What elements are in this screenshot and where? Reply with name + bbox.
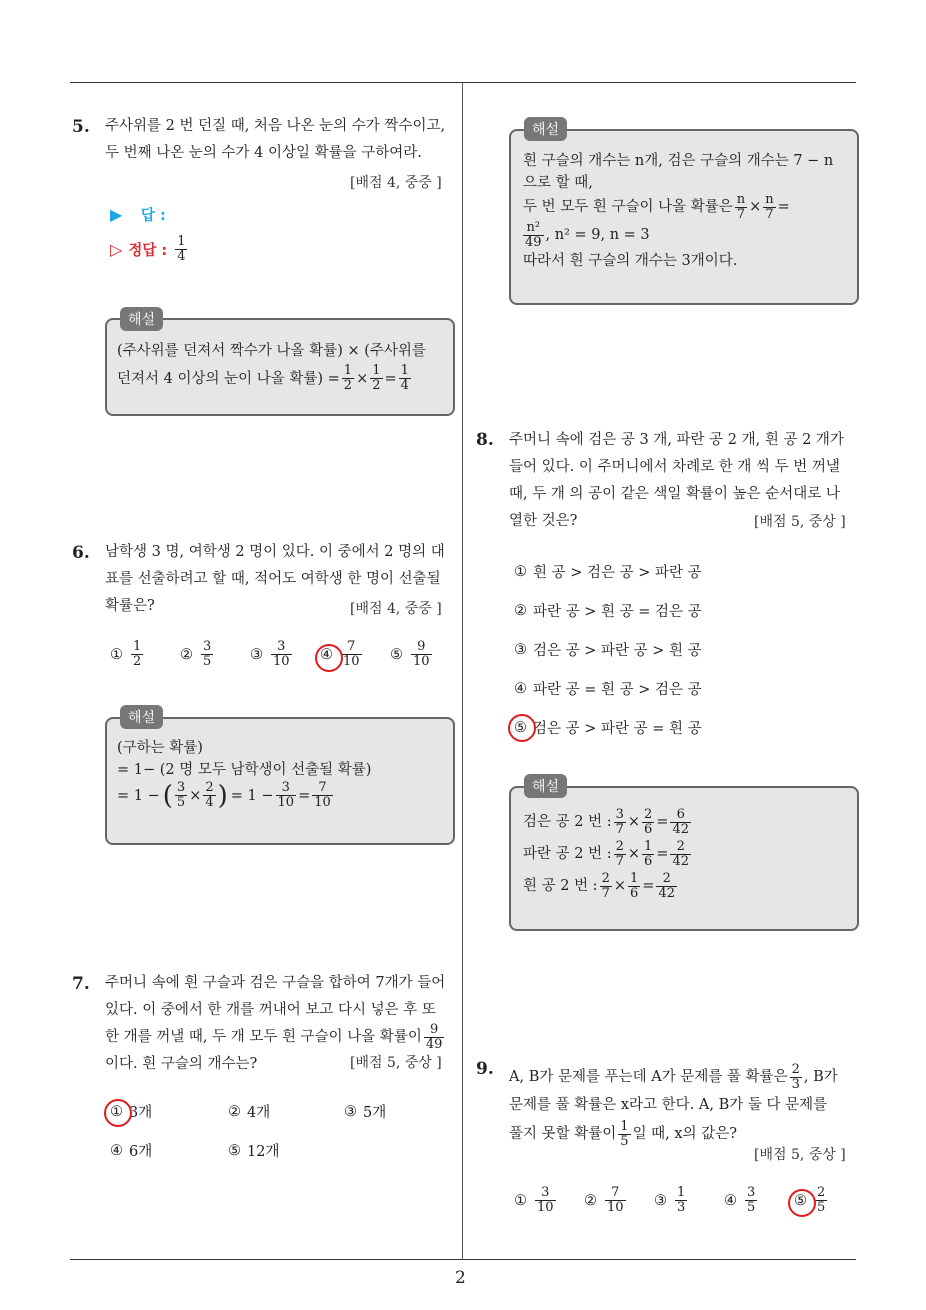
- question-number: 8.: [476, 430, 494, 450]
- correct-label: 정답 :: [128, 243, 168, 259]
- fraction: $\frac{2}{7}$: [601, 870, 610, 901]
- correct-fraction: $\frac{1}{4}$: [177, 234, 186, 264]
- option-5[interactable]: ⑤ 12개: [228, 1142, 280, 1160]
- fraction: $\frac{1}{5}$: [620, 1118, 629, 1149]
- page-number: 2: [455, 1268, 466, 1288]
- fraction: $\frac{2}{42}$: [658, 870, 675, 901]
- fraction: $\frac{2}{6}$: [644, 806, 653, 837]
- option-2[interactable]: ② 4개: [228, 1103, 271, 1121]
- solution-line: $\frac{\text{n²}}{49}$ , n² = 9, n = 3: [525, 219, 650, 250]
- question-line: 두 번째 나온 눈의 수가 4 이상일 확률을 구하여라.: [105, 145, 422, 161]
- solution-text: [523, 150, 853, 272]
- option-5[interactable]: ⑤ 검은 공 > 파란 공 = 흰 공: [514, 719, 702, 737]
- solution-tag: 해설: [524, 774, 567, 798]
- solution-line: 흰 구슬의 개수는 n개, 검은 구슬의 개수는 7 − n: [523, 153, 834, 169]
- question-line: 열한 것은?: [509, 513, 578, 529]
- question-number: 7.: [72, 974, 90, 994]
- selected-answer-circle: [315, 644, 343, 672]
- question-text: [509, 1062, 859, 1149]
- question-line: 표를 선출하려고 할 때, 적어도 여학생 한 명이 선출될: [105, 571, 441, 587]
- question-line: 문제를 풀 확률은 x라고 한다. A, B가 둘 다 문제를: [509, 1097, 828, 1113]
- solution-tag: 해설: [120, 705, 163, 729]
- solution-line: 으로 할 때,: [523, 175, 593, 191]
- question-line: 때, 두 개 의 공이 같은 색일 확률이 높은 순서대로 나: [509, 486, 840, 502]
- solution-line: 검은 공 2 번 : $\frac{3}{7}$ × $\frac{2}{6}$ = $\frac{6}{42}$: [523, 806, 689, 837]
- fraction: $\frac{3}{5}$: [176, 780, 186, 810]
- question-line: 주머니 속에 검은 공 3 개, 파란 공 2 개, 흰 공 2 개가: [509, 432, 844, 448]
- question-line: 주머니 속에 흰 구슬과 검은 구슬을 합하여 7개가 들어: [105, 975, 446, 991]
- solution-line: 두 번 모두 흰 구슬이 나올 확률은 $\frac{n}{7}$ × $\frac{n}{7}$ =: [523, 191, 790, 222]
- selected-answer-circle: [104, 1099, 132, 1127]
- fraction: $\frac{n}{7}$: [765, 191, 774, 222]
- fraction: $\frac{n}{7}$: [736, 191, 746, 222]
- question-line: 들어 있다. 이 주머니에서 차례로 한 개 씩 두 번 꺼낼: [509, 459, 840, 475]
- option-3[interactable]: ③ 5개: [344, 1103, 387, 1121]
- points-label: [배점 4, 중중 ]: [350, 601, 442, 617]
- fraction: $\frac{1}{6}$: [630, 870, 639, 901]
- option-5[interactable]: ⑤ $\frac{2}{5}$: [794, 1185, 826, 1215]
- fraction: $\frac{1}{2}$: [372, 363, 381, 393]
- solution-text: [117, 737, 449, 810]
- question-text: [105, 113, 455, 167]
- solution-line: 던져서 4 이상의 눈이 나올 확률) = $\frac{1}{2}$ × $\frac{1}{2}$ = $\frac{1}{4}$: [117, 363, 409, 393]
- solution-line: = 1 − ( $\frac{3}{5}$ × $\frac{2}{4}$ ) = 1 − $\frac{3}{10}$ = $\frac{7}{10}$: [117, 780, 331, 811]
- points-label: [배점 5, 중상 ]: [754, 1147, 846, 1163]
- question-line: 주사위를 2 번 던질 때, 처음 나온 눈의 수가 짝수이고,: [105, 118, 446, 134]
- solution-line: (주사위를 던져서 짝수가 나올 확률) × (주사위를: [117, 343, 426, 359]
- top-rule: [70, 82, 856, 83]
- option-3[interactable]: ③ 검은 공 > 파란 공 > 흰 공: [514, 641, 702, 659]
- fraction: $\frac{1}{2}$: [343, 363, 353, 393]
- option-2[interactable]: ② 파란 공 > 흰 공 = 검은 공: [514, 602, 702, 620]
- points-label: [배점 4, 중중 ]: [350, 175, 442, 191]
- fraction: $\frac{9}{49}$: [425, 1022, 443, 1052]
- play-outline-icon: ▷: [110, 240, 123, 259]
- answer-row: [110, 204, 166, 225]
- fraction: $\frac{1}{6}$: [644, 838, 653, 869]
- solution-line: 흰 공 2 번 : $\frac{2}{7}$ × $\frac{1}{6}$ = $\frac{2}{42}$: [523, 870, 675, 901]
- solution-tag: 해설: [524, 117, 567, 141]
- fraction: $\frac{2}{42}$: [672, 838, 689, 869]
- column-divider: [462, 82, 463, 1260]
- question-number: 9.: [476, 1059, 494, 1079]
- solution-line: 따라서 흰 구슬의 개수는 3개이다.: [523, 253, 738, 269]
- question-line: 있다. 이 중에서 한 개를 꺼내어 보고 다시 넣은 후 또: [105, 1002, 436, 1018]
- fraction: $\frac{6}{42}$: [672, 806, 689, 837]
- solution-text: [117, 340, 449, 393]
- option-4[interactable]: ④ $\frac{3}{5}$: [724, 1185, 756, 1215]
- option-5[interactable]: ⑤ $\frac{9}{10}$: [390, 639, 430, 669]
- selected-answer-circle: [508, 714, 536, 742]
- solution-text: [523, 806, 853, 902]
- points-label: [배점 5, 중상 ]: [754, 514, 846, 530]
- bottom-rule: [70, 1259, 856, 1260]
- fraction: $\frac{3}{10}$: [277, 780, 295, 810]
- solution-tag: 해설: [120, 307, 163, 331]
- question-number: 6.: [72, 543, 90, 563]
- option-4[interactable]: ④ 6개: [110, 1142, 153, 1160]
- question-line: 확률은?: [105, 598, 155, 614]
- fraction: $\frac{2}{4}$: [205, 780, 214, 810]
- question-line: 이다. 흰 구슬의 개수는?: [105, 1056, 258, 1072]
- fraction: $\frac{2}{3}$: [791, 1061, 800, 1092]
- solution-line: (구하는 확률): [117, 740, 203, 756]
- question-line: 풀지 못할 확률이 $\frac{1}{5}$ 일 때, x의 값은?: [509, 1118, 737, 1149]
- option-2[interactable]: ② $\frac{7}{10}$: [584, 1185, 624, 1215]
- fraction: $\frac{3}{7}$: [615, 806, 624, 837]
- fraction: $\frac{1}{4}$: [400, 363, 409, 393]
- correct-answer-row: [110, 235, 189, 264]
- question-line: 한 개를 꺼낼 때, 두 개 모두 흰 구슬이 나올 확률이 $\frac{9}{49}$: [105, 1022, 443, 1052]
- selected-answer-circle: [788, 1189, 816, 1217]
- option-1[interactable]: ① $\frac{1}{2}$: [110, 639, 142, 669]
- option-3[interactable]: ③ $\frac{1}{3}$: [654, 1185, 686, 1215]
- option-1[interactable]: ① $\frac{3}{10}$: [514, 1185, 554, 1215]
- option-1[interactable]: ① 3개: [110, 1103, 153, 1121]
- option-2[interactable]: ② $\frac{3}{5}$: [180, 639, 212, 669]
- fraction: $\frac{7}{10}$: [314, 780, 331, 810]
- question-line: A, B가 문제를 푸는데 A가 문제를 풀 확률은 $\frac{2}{3}$ , B가: [509, 1061, 838, 1092]
- solution-line: 파란 공 2 번 : $\frac{2}{7}$ × $\frac{1}{6}$ = $\frac{2}{42}$: [523, 838, 689, 869]
- question-number: 5.: [72, 117, 90, 137]
- option-3[interactable]: ③ $\frac{3}{10}$: [250, 639, 290, 669]
- solution-line: = 1− (2 명 모두 남학생이 선출될 확률): [117, 762, 372, 778]
- option-1[interactable]: ① 흰 공 > 검은 공 > 파란 공: [514, 563, 702, 581]
- question-line: 남학생 3 명, 여학생 2 명이 있다. 이 중에서 2 명의 대: [105, 544, 445, 560]
- option-4[interactable]: ④ 파란 공 = 흰 공 > 검은 공: [514, 680, 702, 698]
- fraction: $\frac{2}{7}$: [615, 838, 624, 869]
- option-4[interactable]: ④ $\frac{7}{10}$: [320, 639, 360, 669]
- play-icon: ▶: [110, 205, 123, 224]
- points-label: [배점 5, 중상 ]: [350, 1055, 442, 1071]
- fraction: $\frac{\text{n²}}{49}$: [525, 219, 542, 250]
- answer-label: 답 :: [140, 208, 166, 224]
